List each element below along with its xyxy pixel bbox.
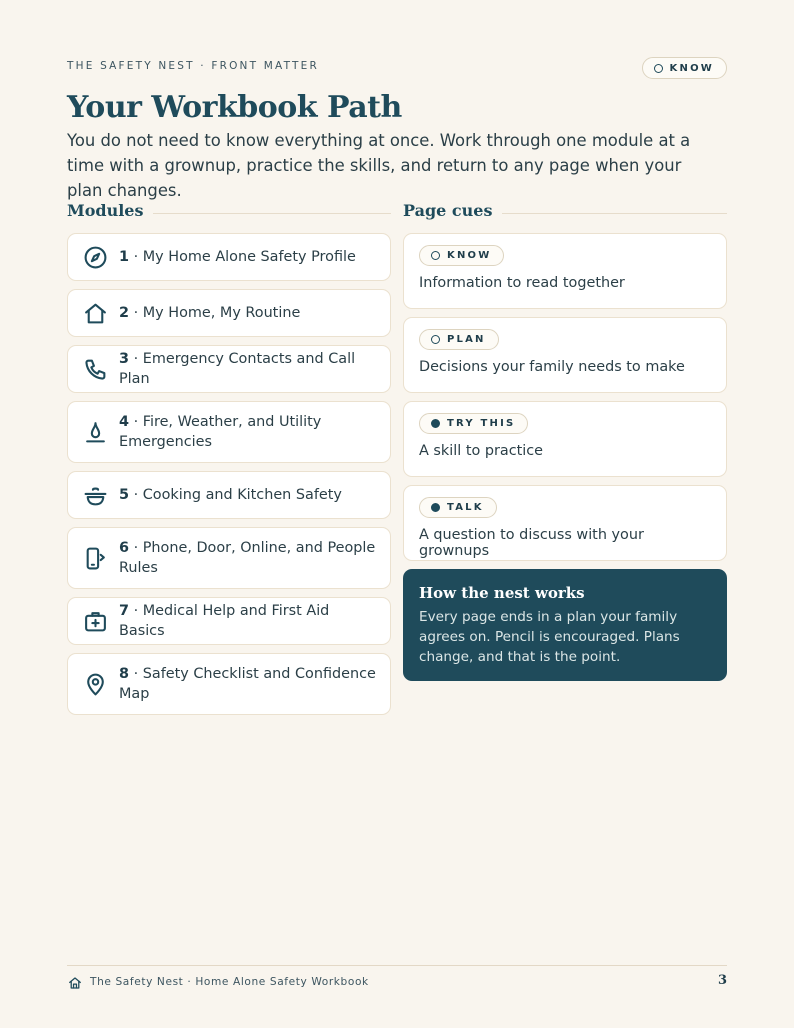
nest-callout bbox=[403, 569, 727, 681]
ring-dot-icon bbox=[654, 64, 663, 73]
module-card-8[interactable] bbox=[67, 653, 391, 715]
page-title: Your Workbook Path bbox=[67, 90, 402, 125]
phone-icon bbox=[83, 357, 108, 382]
intro-text: You do not need to know everything at once. Work through one module at a time with a grownup, practice the skills, and return to any page when your plan changes. bbox=[67, 131, 691, 200]
module-card-1[interactable] bbox=[67, 233, 391, 281]
cue-card-talk bbox=[403, 485, 727, 561]
module-label: 8 · Safety Checklist and Confidence Map bbox=[119, 665, 376, 702]
workbook-page bbox=[67, 0, 727, 1028]
talk-badge: TALK bbox=[419, 497, 497, 518]
page-header bbox=[67, 57, 727, 79]
cue-description: A skill to practice bbox=[419, 443, 544, 459]
modules-heading bbox=[67, 201, 391, 225]
modules-column bbox=[67, 201, 391, 723]
module-label: 1 · My Home Alone Safety Profile bbox=[119, 248, 356, 265]
ring-dot-icon bbox=[431, 251, 440, 260]
house-icon bbox=[68, 975, 82, 989]
cues-column bbox=[403, 201, 727, 681]
module-card-7[interactable] bbox=[67, 597, 391, 645]
cue-card-know bbox=[403, 233, 727, 309]
nest-body: Every page ends in a plan your family agrees on. Pencil is encouraged. Plans change, and that is the point. bbox=[419, 609, 680, 666]
map-pin-icon bbox=[83, 672, 108, 697]
cue-card-try-this bbox=[403, 401, 727, 477]
plan-badge: PLAN bbox=[419, 329, 499, 350]
know-badge: KNOW bbox=[419, 245, 504, 266]
module-label: 4 · Fire, Weather, and Utility Emergencies bbox=[119, 413, 322, 450]
section-eyebrow: THE SAFETY NEST · FRONT MATTER bbox=[67, 60, 319, 72]
ring-dot-icon bbox=[431, 335, 440, 344]
module-card-5[interactable] bbox=[67, 471, 391, 519]
cue-description: Decisions your family needs to make bbox=[419, 359, 685, 375]
module-label: 2 · My Home, My Routine bbox=[119, 304, 301, 321]
house-icon bbox=[83, 301, 108, 326]
filled-dot-icon bbox=[431, 503, 440, 512]
know-badge bbox=[642, 57, 727, 79]
cues-heading-text: Page cues bbox=[403, 201, 502, 220]
pot-icon bbox=[83, 483, 108, 508]
mobile-icon bbox=[83, 546, 108, 571]
module-label: 7 · Medical Help and First Aid Basics bbox=[119, 602, 330, 639]
try-this-badge: TRY THIS bbox=[419, 413, 528, 434]
badge-label: KNOW bbox=[669, 62, 714, 74]
filled-dot-icon bbox=[431, 419, 440, 428]
compass-icon bbox=[83, 245, 108, 270]
module-label: 3 · Emergency Contacts and Call Plan bbox=[119, 350, 356, 387]
cue-description: Information to read together bbox=[419, 275, 625, 291]
cue-description: A question to discuss with your grownups bbox=[419, 527, 644, 559]
module-card-6[interactable] bbox=[67, 527, 391, 589]
module-label: 5 · Cooking and Kitchen Safety bbox=[119, 486, 342, 503]
module-card-3[interactable] bbox=[67, 345, 391, 393]
modules-heading-text: Modules bbox=[67, 201, 153, 220]
footer-text: The Safety Nest · Home Alone Safety Workbook bbox=[90, 976, 369, 988]
flame-icon bbox=[83, 420, 108, 445]
module-label: 6 · Phone, Door, Online, and People Rules bbox=[119, 539, 376, 576]
module-card-2[interactable] bbox=[67, 289, 391, 337]
first-aid-icon bbox=[83, 609, 108, 634]
page-footer bbox=[67, 965, 727, 995]
page-number: 3 bbox=[717, 973, 727, 988]
nest-title: How the nest works bbox=[419, 584, 585, 602]
cue-card-plan bbox=[403, 317, 727, 393]
module-card-4[interactable] bbox=[67, 401, 391, 463]
cues-heading bbox=[403, 201, 727, 225]
